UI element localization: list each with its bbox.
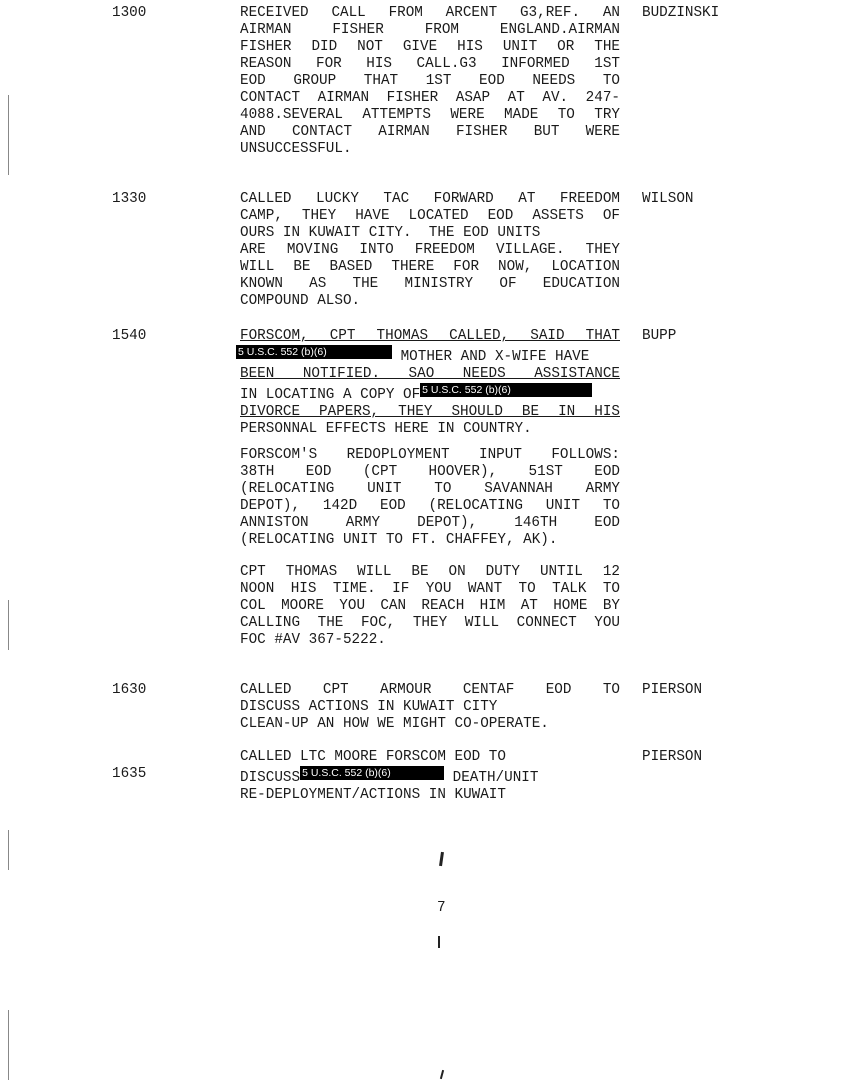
text-line: FOC #AV 367-5222. <box>240 632 386 648</box>
entry-text <box>240 328 620 438</box>
text-line: RE-DEPLOYMENT/ACTIONS IN KUWAIT <box>240 787 506 803</box>
scan-artifact <box>438 936 440 948</box>
entry-text <box>240 5 620 158</box>
text-line: UNSUCCESSFUL. <box>240 141 352 157</box>
entry-time: 1540 <box>112 328 147 344</box>
entry-text <box>240 749 620 804</box>
text-line: DIVORCE PAPERS, THEY SHOULD BE IN HIS <box>240 404 620 420</box>
redaction-box: 5 U.S.C. 552 (b)(6) <box>300 766 444 780</box>
text-line: FORSCOM, CPT THOMAS CALLED, SAID THAT <box>240 328 620 344</box>
text-line: CALLED LUCKY TAC FORWARD AT FREEDOM <box>240 191 620 207</box>
entry-time: 1300 <box>112 5 147 21</box>
text-line: OURS IN KUWAIT CITY. THE EOD UNITS <box>240 225 541 241</box>
text-line <box>240 345 620 366</box>
text-fragment: MOTHER AND X-WIFE HAVE <box>392 349 590 365</box>
text-line: CAMP, THEY HAVE LOCATED EOD ASSETS OF <box>240 208 620 224</box>
text-line <box>240 383 620 404</box>
scan-artifact <box>8 95 9 175</box>
entry-text <box>240 564 620 649</box>
entry-text <box>240 191 620 310</box>
text-line: CONTACT AIRMAN FISHER ASAP AT AV. 247- <box>240 90 620 106</box>
scan-artifact <box>8 1010 9 1080</box>
page-number: 7 <box>437 900 446 916</box>
text-line: (RELOCATING UNIT TO SAVANNAH ARMY <box>240 481 620 497</box>
text-line: FISHER DID NOT GIVE HIS UNIT OR THE <box>240 39 620 55</box>
text-line: CALLED LTC MOORE FORSCOM EOD TO <box>240 749 506 765</box>
entry-name: BUPP <box>642 328 677 344</box>
text-line: CALLED CPT ARMOUR CENTAF EOD TO <box>240 682 620 698</box>
text-fragment: DISCUSS <box>240 770 301 786</box>
text-line: 38TH EOD (CPT HOOVER), 51ST EOD <box>240 464 620 480</box>
text-fragment: DEATH/UNIT <box>444 770 539 786</box>
text-line: WILL BE BASED THERE FOR NOW, LOCATION <box>240 259 620 275</box>
text-line: COL MOORE YOU CAN REACH HIM AT HOME BY <box>240 598 620 614</box>
redaction-box: 5 U.S.C. 552 (b)(6) <box>420 383 592 397</box>
text-line: CPT THOMAS WILL BE ON DUTY UNTIL 12 <box>240 564 620 580</box>
text-line: RECEIVED CALL FROM ARCENT G3,REF. AN <box>240 5 620 21</box>
text-line: FORSCOM'S REDOPLOYMENT INPUT FOLLOWS: <box>240 447 620 463</box>
entry-time: 1635 <box>112 766 147 782</box>
text-line: KNOWN AS THE MINISTRY OF EDUCATION <box>240 276 620 292</box>
text-line: PERSONNAL EFFECTS HERE IN COUNTRY. <box>240 421 532 437</box>
text-line: CALLING THE FOC, THEY WILL CONNECT YOU <box>240 615 620 631</box>
scan-artifact <box>8 600 9 650</box>
text-line: ARE MOVING INTO FREEDOM VILLAGE. THEY <box>240 242 620 258</box>
text-fragment: IN LOCATING A COPY OF <box>240 387 421 403</box>
redaction-box: 5 U.S.C. 552 (b)(6) <box>236 345 392 359</box>
text-line: (RELOCATING UNIT TO FT. CHAFFEY, AK). <box>240 532 558 548</box>
scan-artifact <box>439 852 444 866</box>
entry-text <box>240 682 620 733</box>
text-line: EOD GROUP THAT 1ST EOD NEEDS TO <box>240 73 620 89</box>
text-line: 4088.SEVERAL ATTEMPTS WERE MADE TO TRY <box>240 107 620 123</box>
entry-time: 1330 <box>112 191 147 207</box>
entry-name: BUDZINSKI <box>642 5 720 21</box>
text-line: COMPOUND ALSO. <box>240 293 361 309</box>
text-line <box>240 766 620 787</box>
entry-time: 1630 <box>112 682 147 698</box>
entry-text <box>240 447 620 549</box>
text-line: BEEN NOTIFIED. SAO NEEDS ASSISTANCE <box>240 366 620 382</box>
text-line: CLEAN-UP AN HOW WE MIGHT CO-OPERATE. <box>240 716 549 732</box>
text-line: ANNISTON ARMY DEPOT), 146TH EOD <box>240 515 620 531</box>
scan-artifact <box>8 830 9 870</box>
text-line: REASON FOR HIS CALL.G3 INFORMED 1ST <box>240 56 620 72</box>
entry-name: PIERSON <box>642 749 703 765</box>
text-line: DISCUSS ACTIONS IN KUWAIT CITY <box>240 699 498 715</box>
entry-name: PIERSON <box>642 682 703 698</box>
text-line: AND CONTACT AIRMAN FISHER BUT WERE <box>240 124 620 140</box>
entry-name: WILSON <box>642 191 694 207</box>
text-line: NOON HIS TIME. IF YOU WANT TO TALK TO <box>240 581 620 597</box>
scan-artifact <box>440 1070 444 1079</box>
text-line: DEPOT), 142D EOD (RELOCATING UNIT TO <box>240 498 620 514</box>
text-line: AIRMAN FISHER FROM ENGLAND.AIRMAN <box>240 22 620 38</box>
